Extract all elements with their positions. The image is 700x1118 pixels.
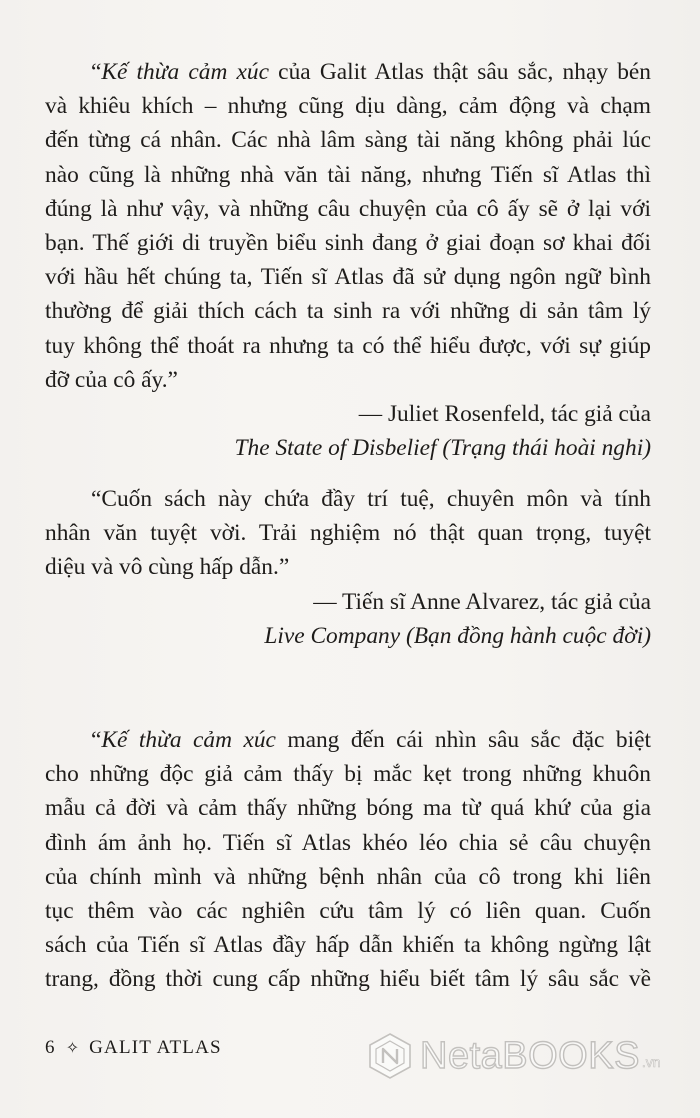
testimonial-quote-2 xyxy=(45,482,651,653)
quote-line: thường để giải thích cách ta sinh ra với những di sản tâm lý xyxy=(45,298,651,325)
testimonial-quote-3 xyxy=(45,723,651,997)
quote-line: với hầu hết chúng ta, Tiến sĩ Atlas đã sử dụng ngôn ngữ bình xyxy=(45,264,651,291)
netabooks-logo-icon xyxy=(366,1032,414,1080)
quote-line: trang, đồng thời cung cấp những hiểu biết tâm lý sâu sắc về xyxy=(45,966,651,993)
quote-line: nhân văn tuyệt vời. Trải nghiệm nó thật quan trọng, tuyệt xyxy=(45,520,651,547)
quote-attribution: — Juliet Rosenfeld, tác giả của xyxy=(358,400,651,427)
book-title-italic: Kế thừa cảm xúc xyxy=(101,59,269,85)
book-title-italic: Kế thừa cảm xúc xyxy=(101,727,276,753)
quote-line: đình ám ảnh họ. Tiến sĩ Atlas khéo léo chia sẻ câu chuyện xyxy=(45,829,651,856)
page-footer xyxy=(45,1037,222,1059)
watermark-tld: .vn xyxy=(641,1054,661,1070)
quote-line: “Kế thừa cảm xúc của Galit Atlas thật sâu sắc, nhạy bén xyxy=(91,59,651,85)
testimonial-quote-1 xyxy=(45,55,651,465)
quote-line: đỡ của cô ấy.” xyxy=(45,366,178,393)
quote-source-title: The State of Disbelief (Trạng thái hoài nghi) xyxy=(234,435,651,462)
quote-line: “Cuốn sách này chứa đầy trí tuệ, chuyên môn và tính xyxy=(91,486,651,512)
quote-line: diệu và vô cùng hấp dẫn.” xyxy=(45,554,290,581)
running-head: GALIT ATLAS xyxy=(89,1037,222,1058)
quote-line: cho những độc giả cảm thấy bị mắc kẹt trong những khuôn xyxy=(45,761,651,788)
watermark-brand: NetaBOOKS xyxy=(420,1034,640,1077)
quote-line: sách của Tiến sĩ Atlas đầy hấp dẫn khiến ta không ngừng lật xyxy=(45,932,651,959)
quote-source-title: Live Company (Bạn đồng hành cuộc đời) xyxy=(264,622,651,649)
quote-line: tuy không thể thoát ra nhưng ta có thể hiểu được, với sự giúp xyxy=(45,332,651,359)
quote-line: đến từng cá nhân. Các nhà lâm sàng tài năng không phải lúc xyxy=(45,127,651,154)
quote-line: và khiêu khích – nhưng cũng dịu dàng, cảm động và chạm xyxy=(45,93,651,120)
quote-line: đúng là như vậy, và những câu chuyện của cô ấy sẽ ở lại với xyxy=(45,195,651,222)
quote-line: mẫu cả đời và cảm thấy những bóng ma từ quá khứ của gia xyxy=(45,795,651,822)
quote-line: tục thêm vào các nghiên cứu tâm lý có liên quan. Cuốn xyxy=(45,897,651,924)
quote-line: của chính mình và những bệnh nhân của cô trong khi liên xyxy=(45,863,651,890)
quote-line: “Kế thừa cảm xúc mang đến cái nhìn sâu sắc đặc biệt xyxy=(91,727,651,753)
netabooks-watermark xyxy=(366,1032,661,1080)
four-point-star-icon: ✧ xyxy=(65,1040,80,1057)
quote-line: bạn. Thế giới di truyền biểu sinh đang ở giai đoạn sơ khai đối xyxy=(45,229,651,256)
quote-attribution: — Tiến sĩ Anne Alvarez, tác giả của xyxy=(313,588,651,615)
page-number: 6 xyxy=(45,1037,56,1058)
quote-line: nào cũng là những nhà văn tài năng, nhưng Tiến sĩ Atlas thì xyxy=(45,161,651,188)
